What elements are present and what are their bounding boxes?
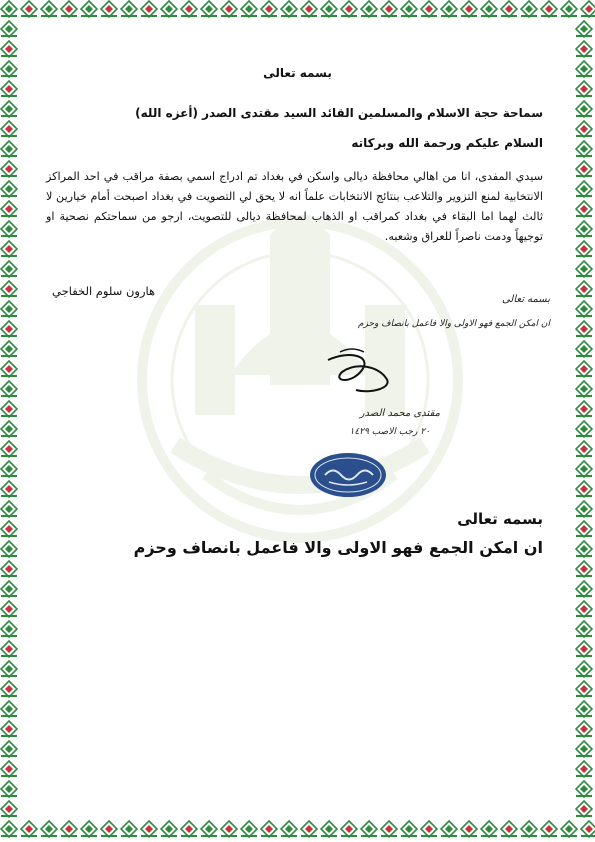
border-ornament-icon: [575, 580, 593, 598]
border-ornament-icon: [575, 360, 593, 378]
border-ornament-icon: [520, 0, 538, 18]
border-ornament-icon: [575, 520, 593, 538]
border-ornament-icon: [20, 0, 38, 18]
border-ornament-icon: [200, 820, 218, 838]
letter-address: سماحة حجة الاسلام والمسلمين القائد السيد مقتدى الصدر (أعزه الله): [135, 106, 543, 120]
border-ornament-icon: [0, 0, 18, 18]
border-ornament-icon: [575, 180, 593, 198]
border-ornament-icon: [0, 20, 18, 38]
reply-body: ان امكن الجمع فهو الاولى والا فاعمل بانصاف وحزم: [133, 538, 543, 557]
border-ornament-icon: [280, 820, 298, 838]
border-ornament-icon: [575, 160, 593, 178]
border-ornament-icon: [0, 780, 18, 798]
border-ornament-icon: [0, 280, 18, 298]
border-ornament-icon: [120, 0, 138, 18]
border-ornament-icon: [575, 480, 593, 498]
border-ornament-icon: [0, 560, 18, 578]
letter-body: سيدي المفدى، انا من اهالي محافظة ديالى واسكن في بغداد تم ادراج اسمي بصفة مراقب في احد المراكز الانتخابية لمنع التزوير والتلاعب بنتائج الانتخابات علماً انه لا يحق لي التصويت في بغداد اصبحت أمام خيارين لا ثالث لهما اما البقاء في بغداد كمراقب او الذهاب لمحافظة ديالى للتصويت، ارجو من سماحتكم نصحية او توجيهاً ودمت ناصراً للعراق وشعبه.: [46, 170, 543, 243]
border-ornament-icon: [160, 0, 178, 18]
border-ornament-icon: [540, 0, 558, 18]
border-ornament-icon: [575, 500, 593, 518]
border-ornament-icon: [575, 220, 593, 238]
border-ornament-icon: [0, 460, 18, 478]
seal-stamp-icon: [307, 450, 389, 500]
border-ornament-icon: [360, 820, 378, 838]
signature-icon: [328, 355, 388, 391]
decorative-border-bottom: [0, 820, 595, 840]
border-ornament-icon: [575, 140, 593, 158]
border-ornament-icon: [0, 220, 18, 238]
letter-greeting: السلام عليكم ورحمة الله وبركاته: [351, 136, 543, 150]
letter-heading: بسمه تعالى: [263, 66, 332, 80]
sender-name: هارون سلوم الخفاجي: [52, 284, 156, 298]
border-ornament-icon: [0, 180, 18, 198]
reply-title: بسمه تعالى: [457, 510, 543, 528]
border-ornament-icon: [575, 720, 593, 738]
border-ornament-icon: [0, 440, 18, 458]
border-ornament-icon: [575, 600, 593, 618]
border-ornament-icon: [575, 640, 593, 658]
border-ornament-icon: [140, 820, 158, 838]
border-ornament-icon: [575, 700, 593, 718]
border-ornament-icon: [520, 820, 538, 838]
border-ornament-icon: [0, 480, 18, 498]
border-ornament-icon: [340, 0, 358, 18]
border-ornament-icon: [220, 820, 238, 838]
border-ornament-icon: [575, 760, 593, 778]
border-ornament-icon: [0, 260, 18, 278]
border-ornament-icon: [100, 820, 118, 838]
border-ornament-icon: [0, 140, 18, 158]
border-ornament-icon: [0, 520, 18, 538]
border-ornament-icon: [180, 820, 198, 838]
border-ornament-icon: [0, 160, 18, 178]
border-ornament-icon: [575, 460, 593, 478]
border-ornament-icon: [300, 820, 318, 838]
border-ornament-icon: [360, 0, 378, 18]
border-ornament-icon: [380, 820, 398, 838]
border-ornament-icon: [0, 300, 18, 318]
border-ornament-icon: [240, 0, 258, 18]
border-ornament-icon: [420, 820, 438, 838]
border-ornament-icon: [575, 540, 593, 558]
decorative-border-right: [575, 20, 595, 820]
border-ornament-icon: [575, 320, 593, 338]
border-ornament-icon: [575, 40, 593, 58]
border-ornament-icon: [580, 820, 595, 838]
border-ornament-icon: [300, 0, 318, 18]
border-ornament-icon: [40, 0, 58, 18]
border-ornament-icon: [0, 600, 18, 618]
handwritten-signature-name: مقتدى محمد الصدر: [359, 408, 440, 419]
border-ornament-icon: [575, 120, 593, 138]
border-ornament-icon: [575, 400, 593, 418]
border-ornament-icon: [500, 820, 518, 838]
border-ornament-icon: [0, 360, 18, 378]
border-ornament-icon: [580, 0, 595, 18]
border-ornament-icon: [0, 660, 18, 678]
border-ornament-icon: [575, 80, 593, 98]
border-ornament-icon: [60, 0, 78, 18]
border-ornament-icon: [340, 820, 358, 838]
border-ornament-icon: [0, 240, 18, 258]
border-ornament-icon: [575, 560, 593, 578]
border-ornament-icon: [100, 0, 118, 18]
border-ornament-icon: [320, 0, 338, 18]
handwritten-line-1: بسمه تعالى: [501, 294, 550, 305]
border-ornament-icon: [0, 540, 18, 558]
border-ornament-icon: [0, 580, 18, 598]
border-ornament-icon: [575, 280, 593, 298]
border-ornament-icon: [575, 420, 593, 438]
border-ornament-icon: [400, 0, 418, 18]
border-ornament-icon: [80, 0, 98, 18]
border-ornament-icon: [260, 0, 278, 18]
border-ornament-icon: [575, 100, 593, 118]
border-ornament-icon: [575, 620, 593, 638]
border-ornament-icon: [575, 240, 593, 258]
border-ornament-icon: [560, 820, 578, 838]
border-ornament-icon: [575, 300, 593, 318]
border-ornament-icon: [540, 820, 558, 838]
border-ornament-icon: [0, 680, 18, 698]
border-ornament-icon: [0, 500, 18, 518]
decorative-border-left: [0, 20, 20, 820]
border-ornament-icon: [0, 420, 18, 438]
border-ornament-icon: [575, 780, 593, 798]
border-ornament-icon: [180, 0, 198, 18]
border-ornament-icon: [0, 740, 18, 758]
border-ornament-icon: [460, 820, 478, 838]
border-ornament-icon: [220, 0, 238, 18]
border-ornament-icon: [0, 400, 18, 418]
border-ornament-icon: [0, 760, 18, 778]
border-ornament-icon: [0, 700, 18, 718]
border-ornament-icon: [575, 800, 593, 818]
border-ornament-icon: [480, 0, 498, 18]
handwritten-date: ٢٠ رجب الاصب ١٤٢٩: [349, 427, 430, 437]
border-ornament-icon: [0, 640, 18, 658]
border-ornament-icon: [0, 380, 18, 398]
border-ornament-icon: [260, 820, 278, 838]
border-ornament-icon: [60, 820, 78, 838]
border-ornament-icon: [400, 820, 418, 838]
border-ornament-icon: [575, 200, 593, 218]
handwritten-line-2: ان امكن الجمع فهو الاولى والا فاعمل بانصاف وحزم: [358, 319, 550, 329]
border-ornament-icon: [480, 820, 498, 838]
border-ornament-icon: [575, 260, 593, 278]
border-ornament-icon: [280, 0, 298, 18]
border-ornament-icon: [560, 0, 578, 18]
border-ornament-icon: [0, 720, 18, 738]
border-ornament-icon: [0, 340, 18, 358]
border-ornament-icon: [80, 820, 98, 838]
border-ornament-icon: [320, 820, 338, 838]
border-ornament-icon: [500, 0, 518, 18]
border-ornament-icon: [0, 320, 18, 338]
border-ornament-icon: [380, 0, 398, 18]
border-ornament-icon: [0, 40, 18, 58]
border-ornament-icon: [0, 820, 18, 838]
border-ornament-icon: [575, 20, 593, 38]
border-ornament-icon: [0, 80, 18, 98]
border-ornament-icon: [0, 800, 18, 818]
border-ornament-icon: [575, 740, 593, 758]
border-ornament-icon: [160, 820, 178, 838]
border-ornament-icon: [0, 620, 18, 638]
border-ornament-icon: [20, 820, 38, 838]
border-ornament-icon: [240, 820, 258, 838]
border-ornament-icon: [40, 820, 58, 838]
border-ornament-icon: [575, 340, 593, 358]
border-ornament-icon: [575, 380, 593, 398]
border-ornament-icon: [440, 820, 458, 838]
decorative-border-top: [0, 0, 595, 20]
border-ornament-icon: [0, 100, 18, 118]
border-ornament-icon: [440, 0, 458, 18]
border-ornament-icon: [200, 0, 218, 18]
border-ornament-icon: [140, 0, 158, 18]
border-ornament-icon: [0, 200, 18, 218]
border-ornament-icon: [460, 0, 478, 18]
border-ornament-icon: [420, 0, 438, 18]
border-ornament-icon: [575, 660, 593, 678]
border-ornament-icon: [120, 820, 138, 838]
border-ornament-icon: [575, 440, 593, 458]
border-ornament-icon: [0, 120, 18, 138]
border-ornament-icon: [575, 680, 593, 698]
